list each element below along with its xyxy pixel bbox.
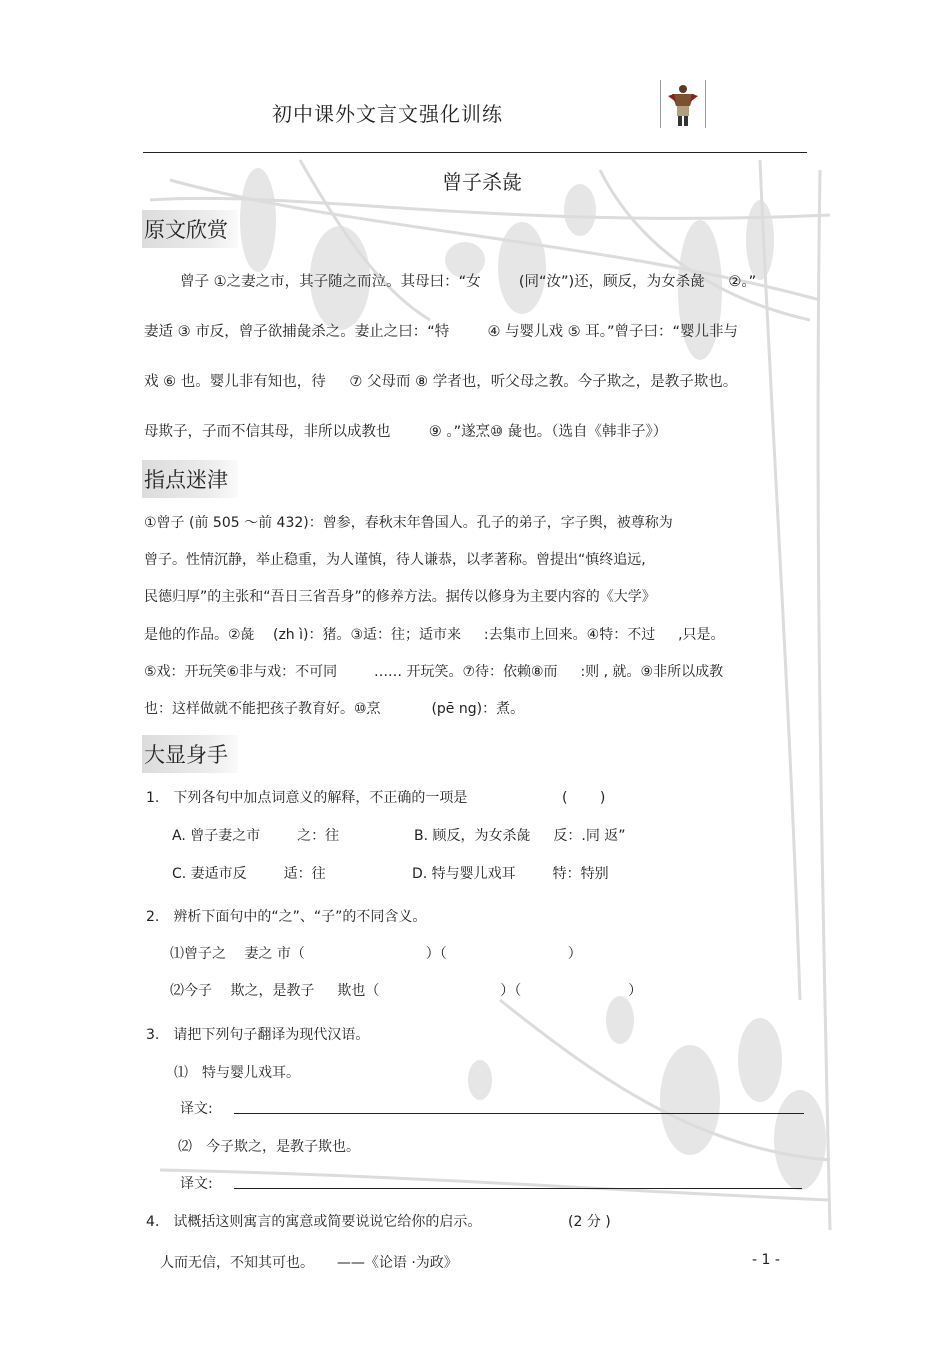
original-text-line-4: 母欺子，子而不信其母，非所以成教也 ⑨ 。”遂烹⑩ 彘也。（选自《韩非子》） [144, 424, 668, 440]
section-heading-exercises: 大显身手 [142, 735, 238, 773]
note-line-1: ①曾子 (前 505 ～前 432)：曾参，春秋末年鲁国人。孔子的弟子，字子舆，被尊称为 [144, 515, 673, 531]
section-heading-notes: 指点迷津 [142, 460, 238, 498]
header-rule [143, 152, 807, 153]
question-2: 2. 辨析下面句中的“之”、“子”的不同含义。 [146, 909, 427, 925]
question-1-option-d[interactable]: D. 特与婴儿戏耳 特：特别 [412, 866, 609, 882]
original-text-line-3: 戏 ⑥ 也。婴儿非有知也，待 ⑦ 父母而 ⑧ 学者也，听父母之教。今子欺之，是教子欺也。 [144, 374, 738, 390]
original-text-line-2: 妻适 ③ 市反，曾子欲捕彘杀之。妻止之曰：“特 ④ 与婴儿戏 ⑤ 耳。”曾子曰：“婴儿非与 [144, 324, 739, 340]
note-line-6: 也：这样做就不能把孩子教育好。⑩烹 (pē ng)：煮。 [144, 701, 525, 717]
question-1-option-b[interactable]: B. 顾反，为女杀彘 反：.同 返” [414, 828, 626, 844]
question-1-answer-paren[interactable]: ( ) [562, 790, 606, 806]
question-3: 3. 请把下列句子翻译为现代汉语。 [146, 1027, 370, 1043]
question-3-item-1: ⑴ 特与婴儿戏耳。 [174, 1065, 300, 1081]
translation-answer-line-1[interactable] [234, 1113, 804, 1114]
translation-label-2: 译文: [180, 1176, 213, 1192]
note-line-2: 曾子。性情沉静，举止稳重，为人谨慎，待人谦恭，以孝著称。曾提出“慎终追远, [144, 552, 646, 568]
translation-answer-line-2[interactable] [234, 1188, 802, 1189]
question-1: 1. 下列各句中加点词意义的解释，不正确的一项是 [146, 790, 468, 806]
original-text-line-1: 曾子 ①之妻之市，其子随之而泣。其母曰：“女 (同“汝”)还，顾反，为女杀彘 ②。” [180, 274, 757, 290]
document-title: 曾子杀彘 [442, 170, 522, 194]
question-4: 4. 试概括这则寓言的寓意或简要说说它给你的启示。 [146, 1214, 482, 1230]
question-1-option-c[interactable]: C. 妻适市反 适：往 [172, 866, 326, 882]
note-line-5: ⑤戏：开玩笑⑥非与戏：不可同 …… 开玩笑。⑦待：依赖⑧而 :则 , 就。⑨非所以成教 [144, 664, 724, 680]
question-3-item-2: ⑵ 今子欺之，是教子欺也。 [178, 1139, 360, 1155]
figure-logo-icon [660, 80, 706, 128]
header-title: 初中课外文言文强化训练 [272, 102, 503, 126]
page-number: - 1 - [752, 1252, 780, 1268]
question-4-score: (2 分 ) [568, 1214, 611, 1230]
question-2-item-2[interactable]: ⑵今子 欺之，是教子 欺也（ ）（ ） [170, 983, 643, 999]
section-heading-original: 原文欣赏 [142, 210, 238, 248]
note-line-4: 是他的作品。②彘 (zh ì)：猪。③适：往；适市来 :去集市上回来。④特：不过 ,只是。 [144, 627, 725, 643]
question-2-item-1[interactable]: ⑴曾子之 妻之 市（ ）（ ） [170, 946, 582, 962]
question-1-option-a[interactable]: A. 曾子妻之市 之：往 [172, 828, 340, 844]
note-line-3: 民德归厚”的主张和“吾日三省吾身”的修养方法。据传以修身为主要内容的《大学》 [144, 589, 656, 605]
footer-quote: 人而无信，不知其可也。 ——《论语 ·为政》 [160, 1255, 458, 1271]
translation-label-1: 译文: [180, 1101, 213, 1117]
